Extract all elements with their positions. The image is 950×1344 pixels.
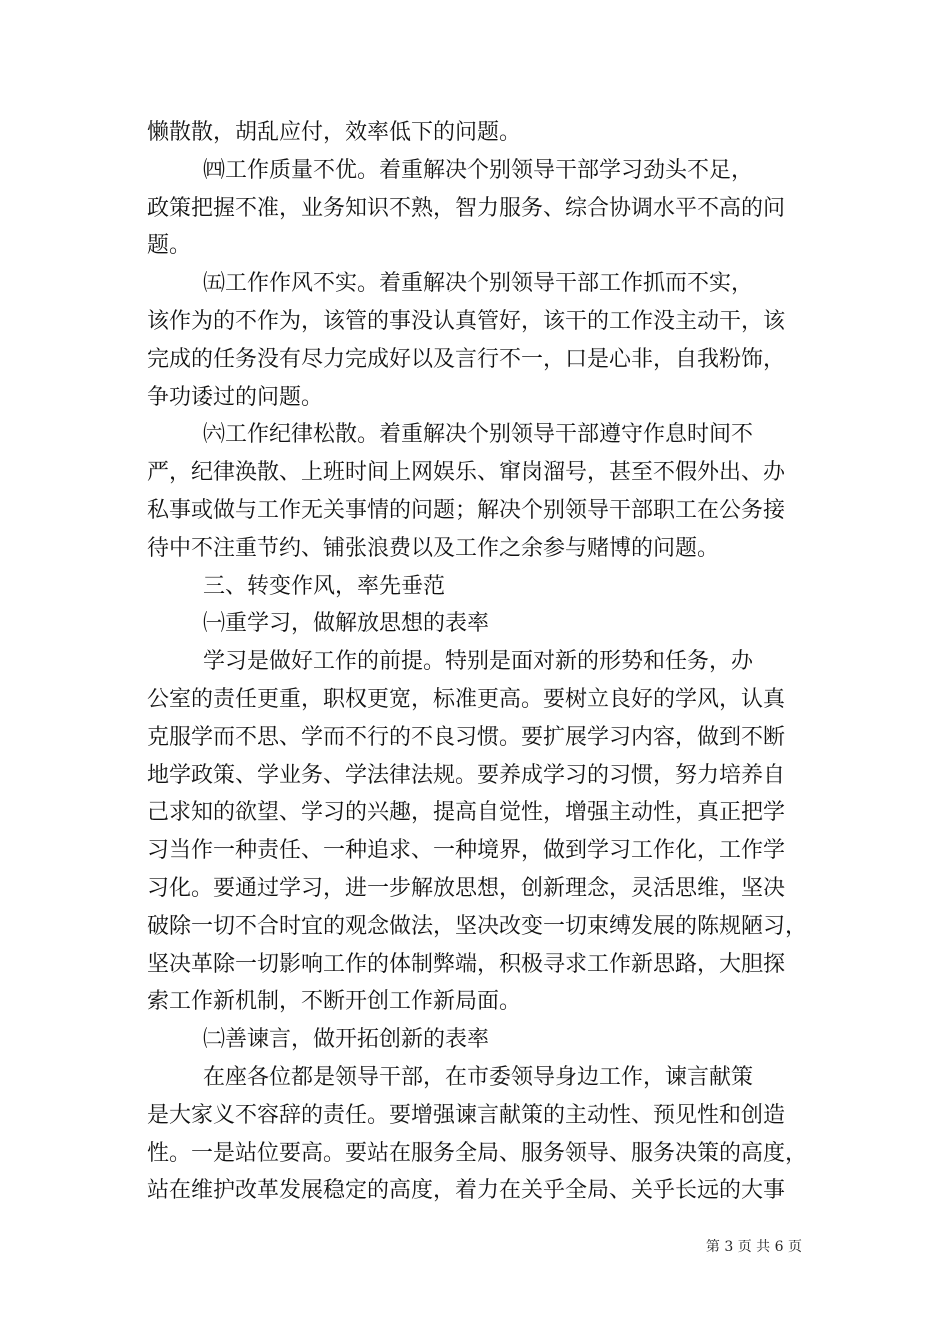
text-line: 公室的责任更重，职权更宽，标准更高。要树立良好的学风，认真 (147, 686, 786, 712)
page-number-footer: 第 3 页 共 6 页 (705, 1239, 802, 1255)
text-line: 在座各位都是领导干部，在市委领导身边工作，谏言献策 (147, 1064, 753, 1090)
subsection-heading: ㈠重学习，做解放思想的表率 (147, 611, 489, 637)
text-line: 索工作新机制，不断开创工作新局面。 (147, 989, 522, 1015)
text-line: 地学政策、学业务、学法律法规。要养成学习的习惯，努力培养自 (147, 762, 786, 788)
text-line: 克服学而不思、学而不行的不良习惯。要扩展学习内容，做到不断 (147, 724, 786, 750)
text-line: 政策把握不准，业务知识不熟，智力服务、综合协调水平不高的问 (147, 195, 786, 221)
text-line: ㈤工作作风不实。着重解决个别领导干部工作抓而不实， (147, 271, 753, 297)
text-line: 习当作一种责任、一种追求、一种境界，做到学习工作化，工作学 (147, 838, 786, 864)
text-line: 习化。要通过学习，进一步解放思想，创新理念，灵活思维，坚决 (147, 875, 786, 901)
text-line: 私事或做与工作无关事情的问题；解决个别领导干部职工在公务接 (147, 497, 786, 523)
text-line: 懒散散，胡乱应付，效率低下的问题。 (147, 120, 522, 145)
text-line: 待中不注重节约、铺张浪费以及工作之余参与赌博的问题。 (147, 535, 720, 561)
text-line: ㈣工作质量不优。着重解决个别领导干部学习劲头不足， (147, 157, 753, 183)
text-line: 是大家义不容辞的责任。要增强谏言献策的主动性、预见性和创造 (147, 1102, 786, 1128)
text-line: ㈥工作纪律松散。着重解决个别领导干部遵守作息时间不 (147, 422, 753, 448)
text-line: 题。 (147, 233, 192, 259)
document-body (147, 114, 807, 1210)
subsection-heading: ㈡善谏言，做开拓创新的表率 (147, 1027, 489, 1053)
text-line: 完成的任务没有尽力完成好以及言行不一，口是心非，自我粉饰， (147, 346, 786, 372)
text-line: 学习是做好工作的前提。特别是面对新的形势和任务，办 (147, 649, 753, 675)
text-line: 破除一切不合时宜的观念做法，坚决改变一切束缚发展的陈规陋习， (147, 913, 808, 939)
text-line: 严，纪律涣散、上班时间上网娱乐、窜岗溜号，甚至不假外出、办 (147, 460, 786, 486)
text-line: 坚决革除一切影响工作的体制弊端，积极寻求工作新思路，大胆探 (147, 951, 786, 977)
text-line: 该作为的不作为，该管的事没认真管好，该干的工作没主动干，该 (147, 308, 786, 334)
text-line: 争功诿过的问题。 (147, 384, 324, 410)
text-line: 己求知的欲望、学习的兴趣，提高自觉性，增强主动性，真正把学 (147, 800, 786, 826)
section-heading: 三、转变作风，率先垂范 (147, 573, 445, 599)
text-line: 性。一是站位要高。要站在服务全局、服务领导、服务决策的高度， (147, 1140, 808, 1166)
text-line: 站在维护改革发展稳定的高度，着力在关乎全局、关乎长远的大事 (147, 1178, 786, 1204)
